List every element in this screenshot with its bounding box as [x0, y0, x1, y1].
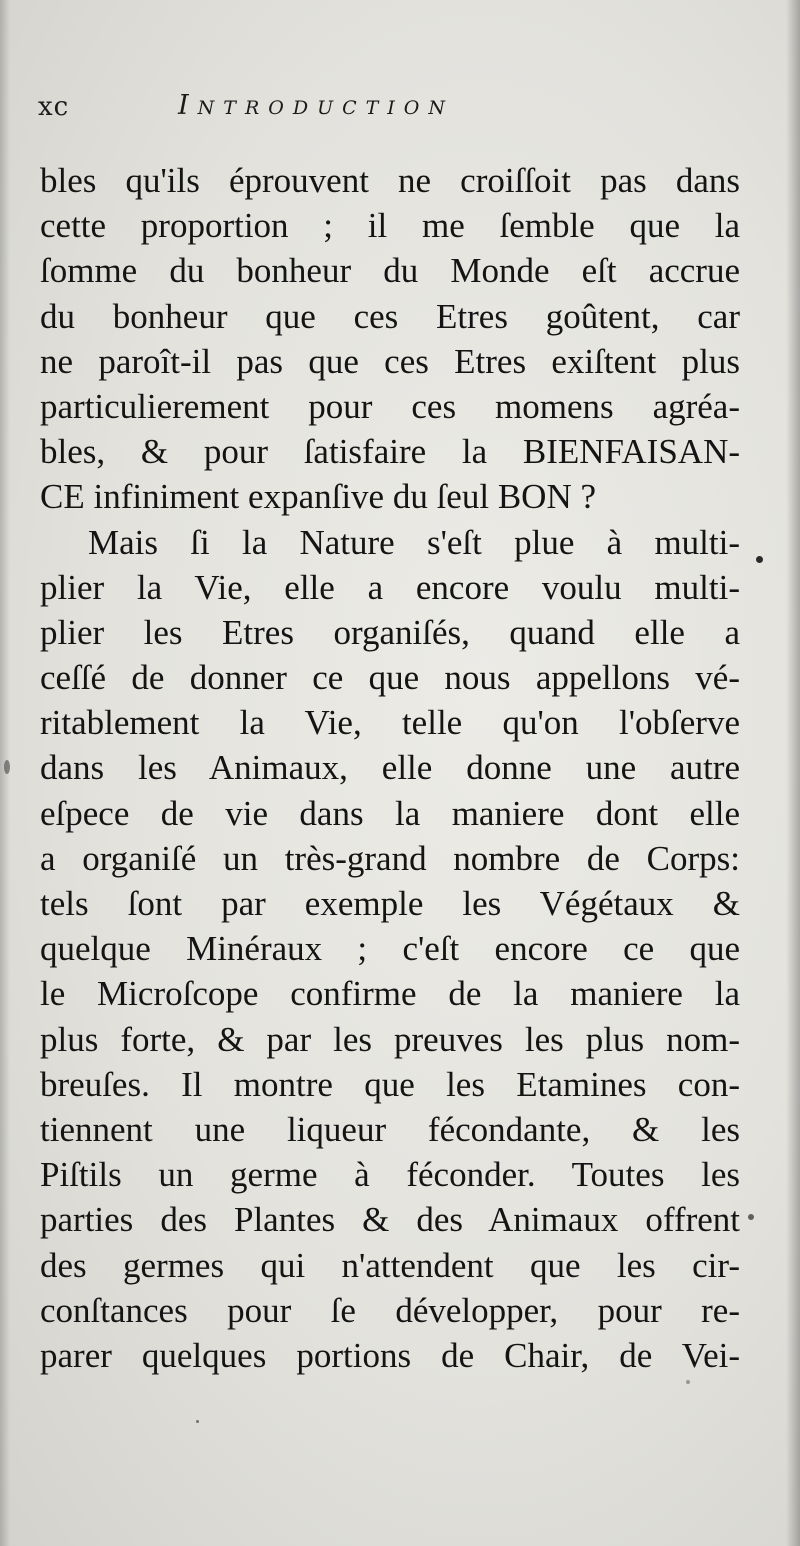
text-line: tels ſont par exemple les Végétaux & — [40, 884, 740, 923]
paper-speck — [686, 1380, 690, 1384]
text-line: Mais ſi la Nature s'eſt plue à multi- — [88, 522, 740, 562]
text-line: tiennent une liqueur fécondante, & les — [40, 1109, 740, 1149]
text-line: dans les Animaux, elle donne une autre — [40, 748, 740, 788]
text-line: Piſtils un germe à féconder. Toutes les — [40, 1155, 740, 1195]
text-line: plus forte, & par les preuves les plus nom- — [40, 1019, 740, 1059]
text-line: breuſes. Il montre que les Etamines con- — [40, 1064, 740, 1104]
text-line: ceſſé de donner ce que nous appellons vé- — [40, 658, 740, 698]
page-header — [38, 88, 738, 128]
paper-speck — [196, 1420, 199, 1423]
text-line: eſpece de vie dans la maniere dont elle — [40, 793, 740, 833]
text-line: bles, & pour ſatisfaire la BIENFAISAN- — [40, 432, 740, 472]
text-line: des germes qui n'attendent que les cir- — [40, 1245, 740, 1285]
paper-speck — [4, 760, 10, 774]
text-line: ritablement la Vie, telle qu'on l'obſerve — [40, 703, 740, 743]
text-line: ſomme du bonheur du Monde eſt accrue — [40, 251, 740, 291]
paper-speck — [756, 556, 763, 563]
text-line: parer quelques portions de Chair, de Vei- — [40, 1335, 740, 1375]
text-line: parties des Plantes & des Animaux offrent — [40, 1200, 740, 1240]
text-line: ne paroît-il pas que ces Etres exiſtent plus — [40, 341, 740, 381]
text-line: conſtances pour ſe développer, pour re- — [40, 1290, 740, 1330]
text-line: bles qu'ils éprouvent ne croiſſoit pas dans — [40, 161, 740, 200]
page-edge-shadow-right — [786, 0, 800, 1546]
text-line: plier les Etres organiſés, quand elle a — [40, 612, 740, 652]
text-line: plier la Vie, elle a encore voulu multi- — [40, 567, 740, 607]
text-line: le Microſcope confirme de la maniere la — [40, 974, 740, 1014]
paper-speck — [748, 1214, 754, 1220]
page-number: xc — [38, 92, 70, 122]
text-line: du bonheur que ces Etres goûtent, car — [40, 296, 740, 336]
text-line: CE infiniment expanſive du ſeul BON ? — [40, 477, 597, 517]
text-line: particulierement pour ces momens agréa- — [40, 386, 740, 426]
running-title: Introduction — [178, 90, 455, 121]
text-line: a organiſé un très-grand nombre de Corps: — [40, 838, 740, 878]
text-line: cette proportion ; il me ſemble que la — [40, 206, 740, 246]
text-line: quelque Minéraux ; c'eſt encore ce que — [40, 929, 740, 969]
body-text — [40, 158, 740, 1378]
